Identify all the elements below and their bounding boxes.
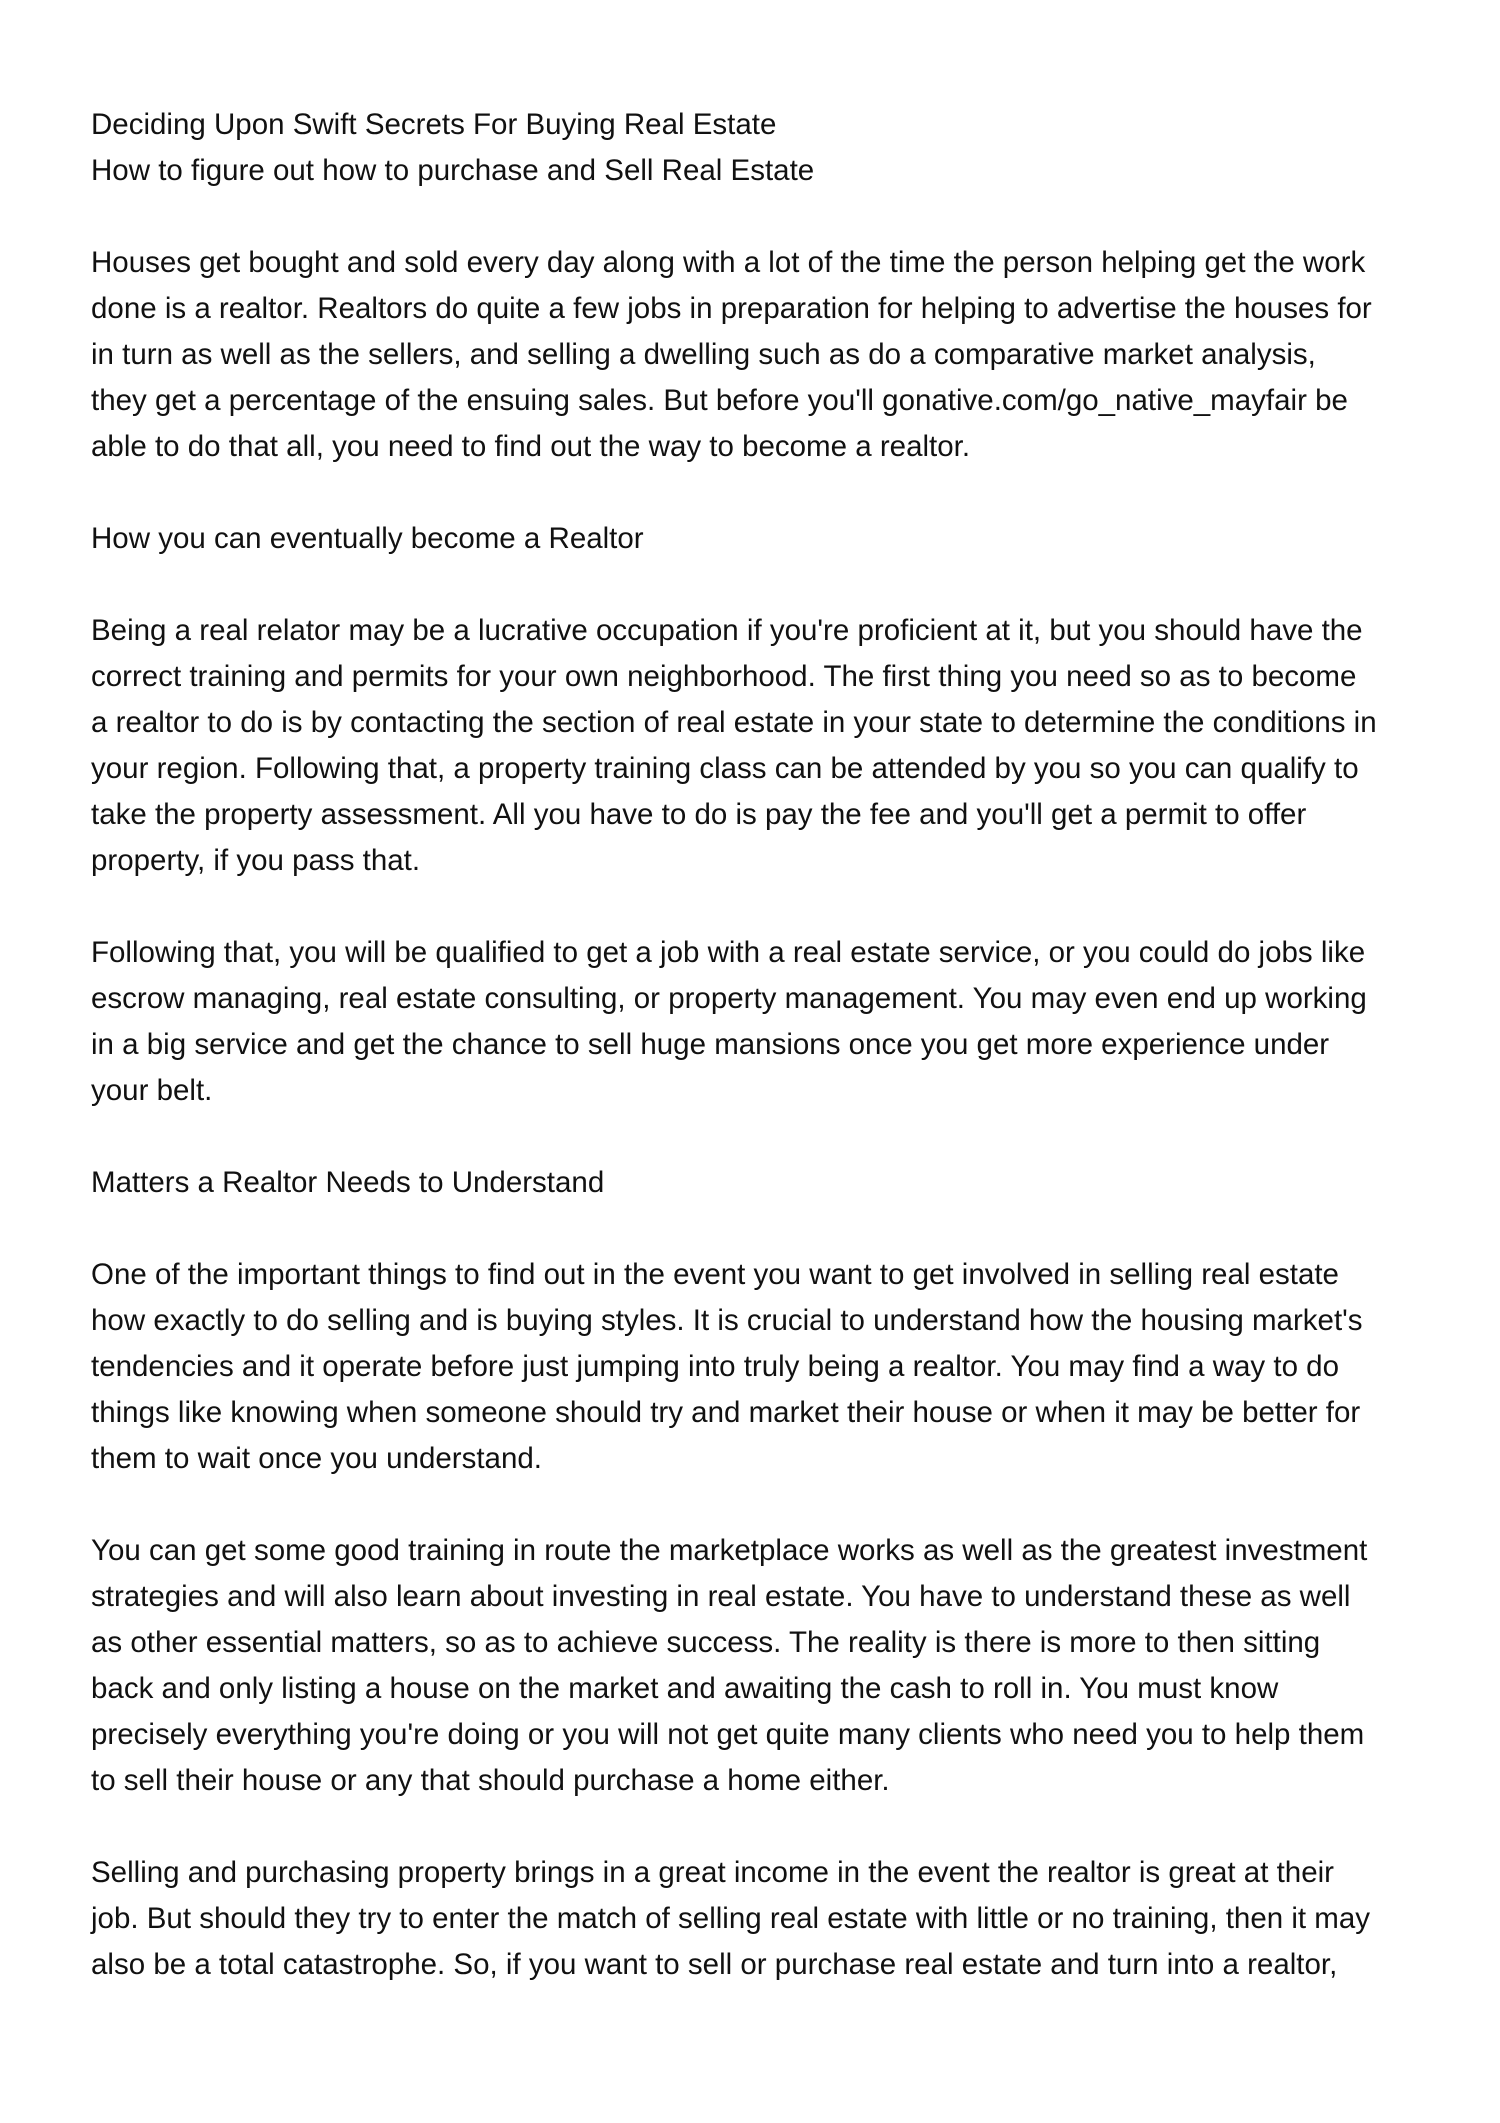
spacer bbox=[91, 884, 1431, 930]
paragraph-line: take the property assessment. All you have to do is pay the fee and you'll get a permit to offer bbox=[91, 798, 1307, 831]
spacer bbox=[91, 562, 1431, 608]
paragraph-licensing bbox=[91, 608, 1431, 884]
paragraph-line: in turn as well as the sellers, and selling a dwelling such as do a comparative market analysis, bbox=[91, 338, 1316, 371]
paragraph-line: tendencies and it operate before just jumping into truly being a realtor. You may find a way to do bbox=[91, 1350, 1339, 1383]
paragraph-line: Houses get bought and sold every day along with a lot of the time the person helping get the work bbox=[91, 246, 1366, 279]
paragraph-training bbox=[91, 1528, 1431, 1804]
spacer bbox=[91, 1206, 1431, 1252]
paragraph-line: as other essential matters, so as to achieve success. The reality is there is more to then sitting bbox=[91, 1626, 1321, 1659]
paragraph-income bbox=[91, 1850, 1431, 1988]
paragraph-line: to sell their house or any that should purchase a home either. bbox=[91, 1764, 890, 1797]
document-header bbox=[91, 102, 1431, 194]
paragraph-market-knowledge bbox=[91, 1252, 1431, 1482]
document-title: Deciding Upon Swift Secrets For Buying Real Estate bbox=[91, 108, 777, 141]
document-subtitle: How to figure out how to purchase and Sell Real Estate bbox=[91, 154, 815, 187]
paragraph-line: back and only listing a house on the market and awaiting the cash to roll in. You must know bbox=[91, 1672, 1279, 1705]
paragraph-line: property, if you pass that. bbox=[91, 844, 421, 877]
paragraph-line: your region. Following that, a property training class can be attended by you so you can qualify to bbox=[91, 752, 1359, 785]
paragraph-line: also be a total catastrophe. So, if you want to sell or purchase real estate and turn into a realtor, bbox=[91, 1948, 1338, 1981]
spacer bbox=[91, 194, 1431, 240]
paragraph-line: precisely everything you're doing or you will not get quite many clients who need you to help them bbox=[91, 1718, 1365, 1751]
paragraph-line: able to do that all, you need to find out the way to become a realtor. bbox=[91, 430, 971, 463]
paragraph-line: how exactly to do selling and is buying styles. It is crucial to understand how the housing market's bbox=[91, 1304, 1363, 1337]
paragraph-line: Being a real relator may be a lucrative occupation if you're proficient at it, but you should have the bbox=[91, 614, 1363, 647]
section-heading-become-realtor: How you can eventually become a Realtor bbox=[91, 522, 644, 555]
spacer bbox=[91, 470, 1431, 516]
paragraph-line: done is a realtor. Realtors do quite a few jobs in preparation for helping to advertise the houses for bbox=[91, 292, 1372, 325]
paragraph-line: You can get some good training in route the marketplace works as well as the greatest investment bbox=[91, 1534, 1368, 1567]
document-page bbox=[91, 102, 1431, 1988]
paragraph-line: they get a percentage of the ensuing sales. But before you'll gonative.com/go_native_mayfair be bbox=[91, 384, 1348, 417]
spacer bbox=[91, 1482, 1431, 1528]
paragraph-line: Following that, you will be qualified to get a job with a real estate service, or you could do jobs like bbox=[91, 936, 1366, 969]
paragraph-line: One of the important things to find out in the event you want to get involved in selling real estate bbox=[91, 1258, 1339, 1291]
spacer bbox=[91, 1114, 1431, 1160]
paragraph-intro bbox=[91, 240, 1431, 470]
paragraph-line: correct training and permits for your own neighborhood. The first thing you need so as to become bbox=[91, 660, 1357, 693]
paragraph-line: your belt. bbox=[91, 1074, 213, 1107]
paragraph-line: things like knowing when someone should try and market their house or when it may be better for bbox=[91, 1396, 1361, 1429]
section-heading-matters: Matters a Realtor Needs to Understand bbox=[91, 1166, 605, 1199]
paragraph-line: job. But should they try to enter the match of selling real estate with little or no training, then it may bbox=[91, 1902, 1371, 1935]
paragraph-careers bbox=[91, 930, 1431, 1114]
paragraph-line: a realtor to do is by contacting the section of real estate in your state to determine the conditions in bbox=[91, 706, 1377, 739]
paragraph-line: strategies and will also learn about investing in real estate. You have to understand these as well bbox=[91, 1580, 1351, 1613]
spacer bbox=[91, 1804, 1431, 1850]
paragraph-line: in a big service and get the chance to sell huge mansions once you get more experience under bbox=[91, 1028, 1330, 1061]
paragraph-line: escrow managing, real estate consulting, or property management. You may even end up working bbox=[91, 982, 1367, 1015]
paragraph-line: Selling and purchasing property brings in a great income in the event the realtor is great at their bbox=[91, 1856, 1334, 1889]
paragraph-line: them to wait once you understand. bbox=[91, 1442, 542, 1475]
